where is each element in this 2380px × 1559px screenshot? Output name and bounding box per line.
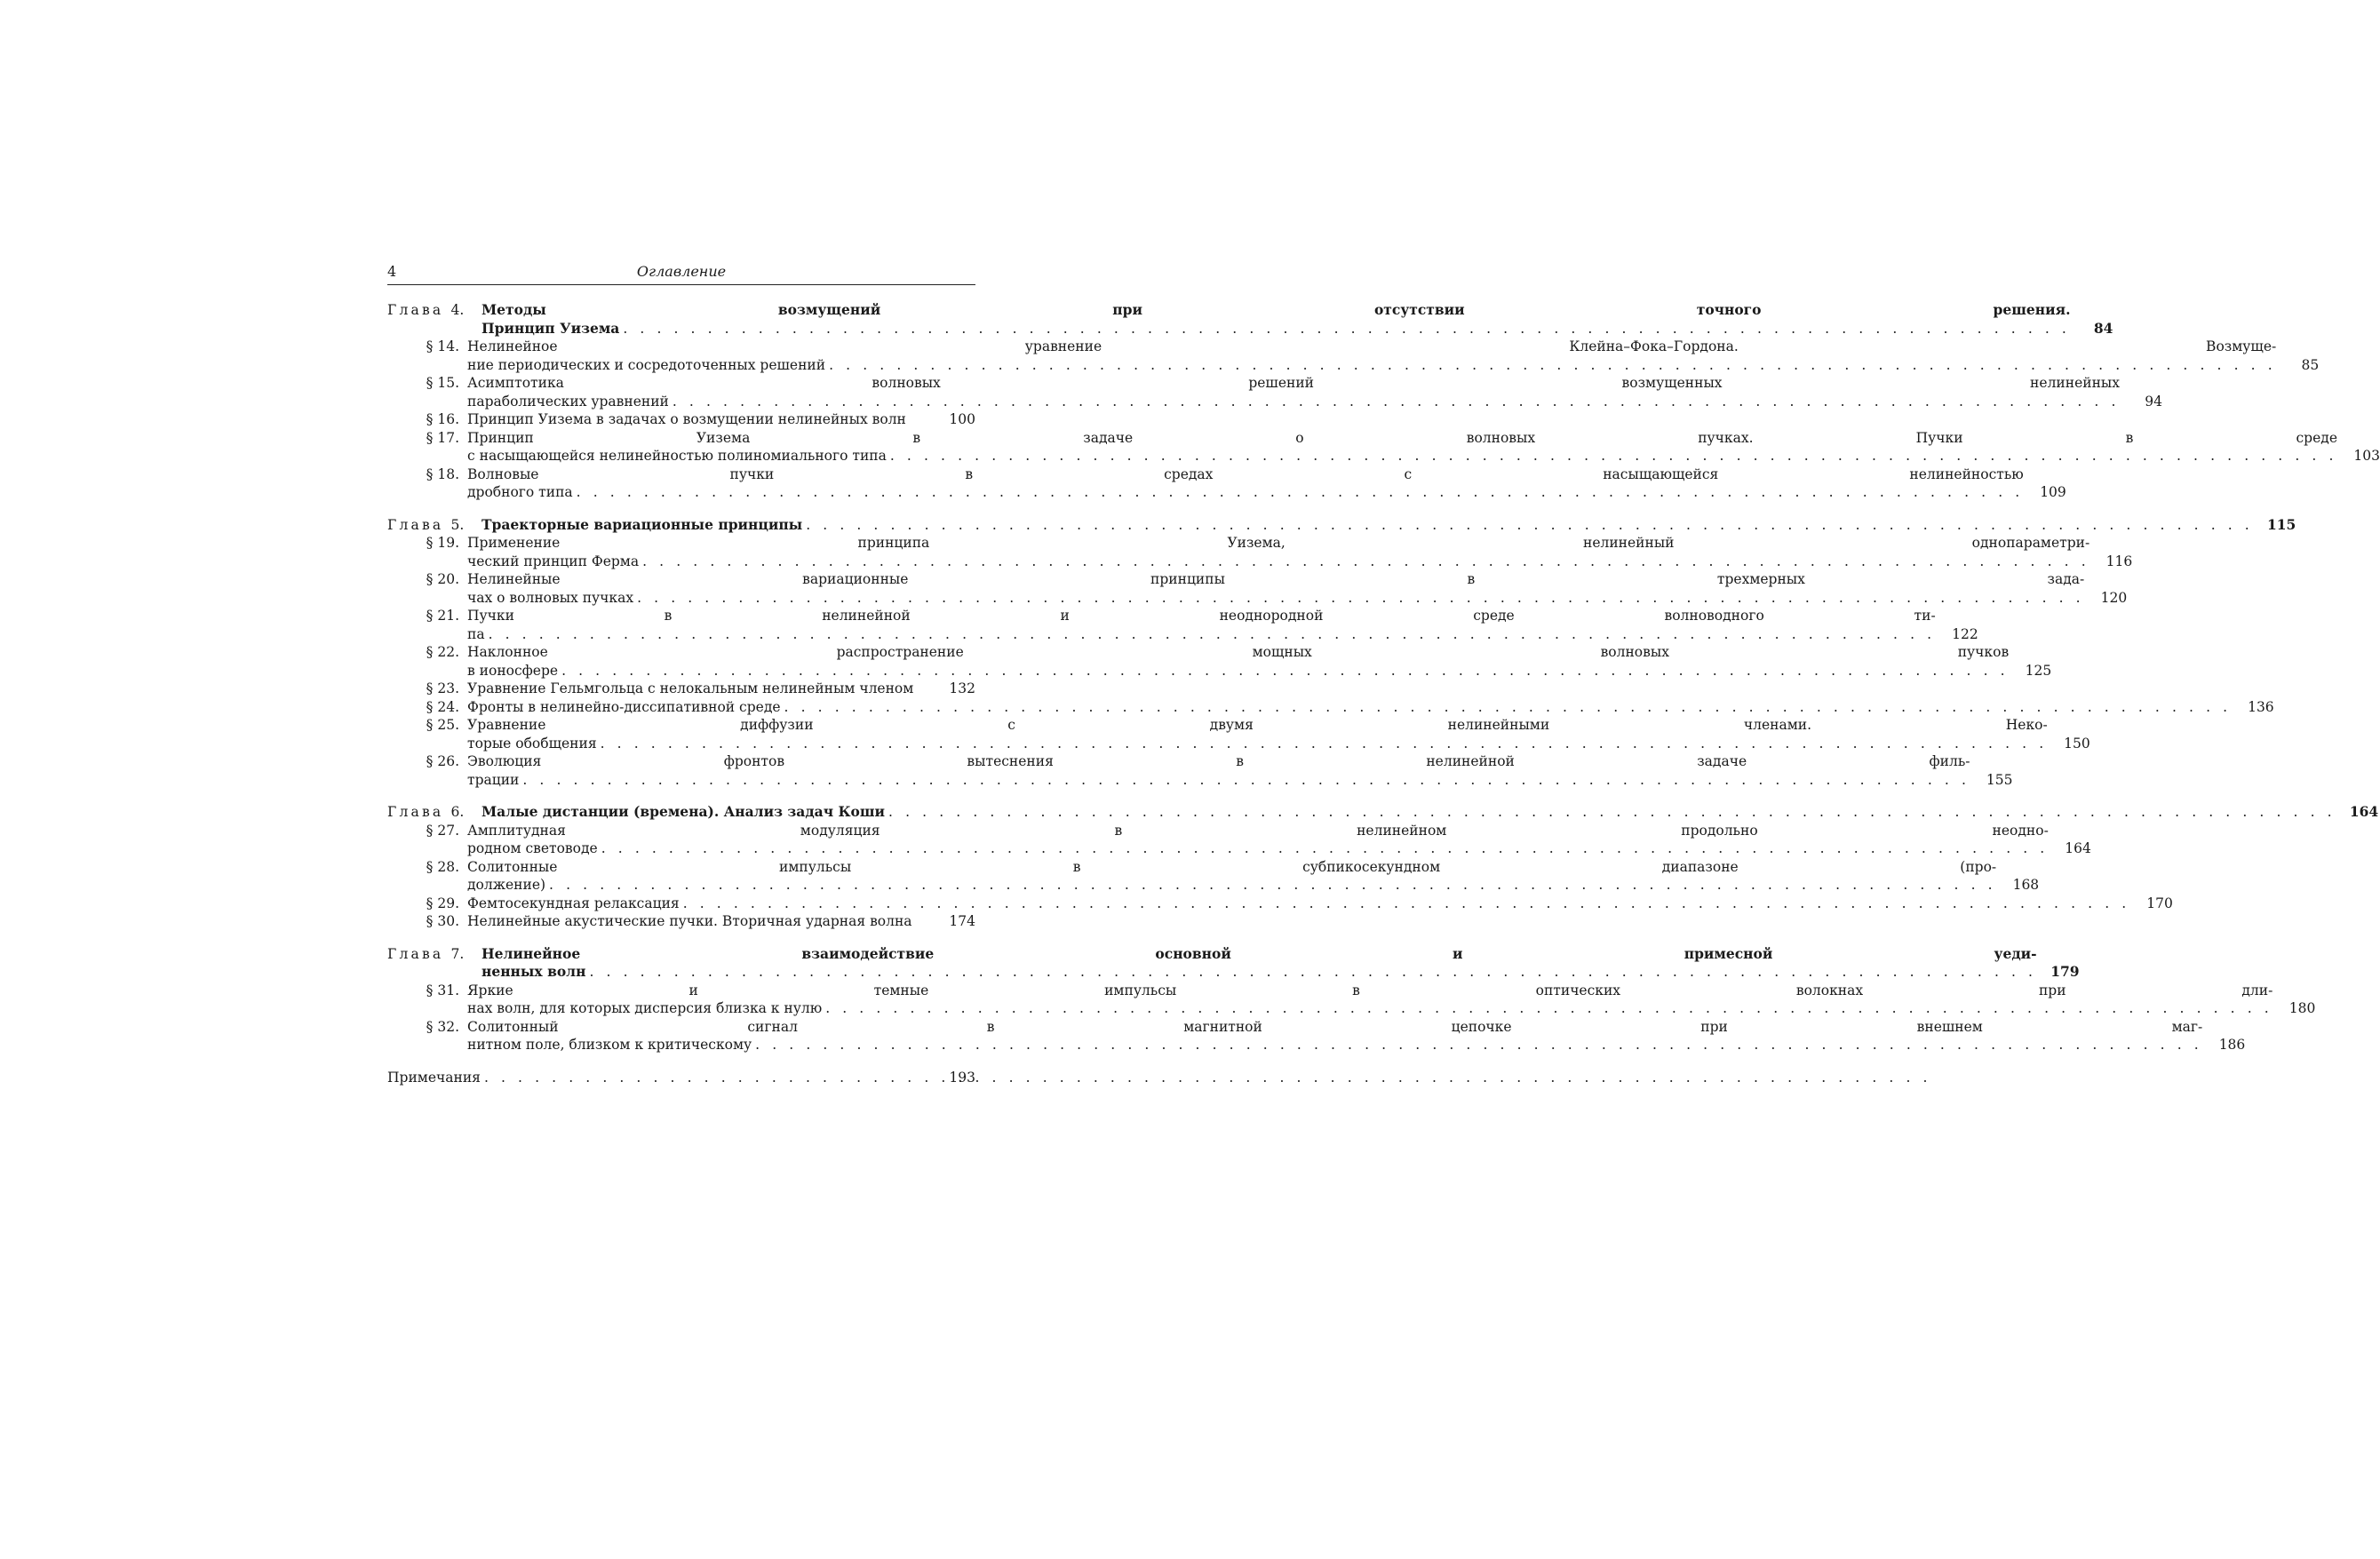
toc-page bbox=[387, 263, 2380, 1086]
entry-text: торые обобщения bbox=[467, 735, 597, 752]
entry-line bbox=[467, 465, 2066, 484]
entry-text: Траекторные вариационные принципы bbox=[482, 515, 803, 533]
entry-text: родном световоде bbox=[467, 840, 598, 856]
section-entry bbox=[387, 410, 975, 429]
leader-dots bbox=[484, 1069, 1931, 1087]
section-entry bbox=[387, 822, 2091, 858]
section-number: § 14. bbox=[426, 338, 459, 354]
chapter-entry bbox=[387, 515, 2296, 535]
page-ref: 186 bbox=[2218, 1037, 2246, 1053]
entry-last-line bbox=[467, 912, 975, 931]
page-ref: 125 bbox=[2025, 662, 2052, 679]
entry-line bbox=[482, 945, 2080, 964]
entry-last-line bbox=[467, 589, 2127, 608]
chapter-block bbox=[387, 301, 2380, 502]
section-number: § 23. bbox=[426, 680, 459, 696]
leader-dots bbox=[683, 895, 2130, 913]
notes-entry bbox=[387, 1069, 975, 1087]
page-number: 4 bbox=[387, 263, 397, 280]
section-entry bbox=[387, 895, 2173, 913]
section-number: § 32. bbox=[426, 1018, 459, 1035]
entry-text: Солитонный сигнал в магнитной цепочке при внешнем маг- bbox=[467, 1018, 2203, 1035]
entry-line bbox=[467, 643, 2051, 662]
entry-last-line bbox=[467, 483, 2066, 502]
chapter-label bbox=[387, 516, 482, 535]
section-number: § 28. bbox=[426, 858, 459, 875]
chapter-entry bbox=[387, 944, 2080, 982]
section-number: § 16. bbox=[426, 411, 459, 427]
chapter-word: Глава bbox=[387, 804, 444, 820]
chapter-label bbox=[387, 945, 482, 982]
leader-dots bbox=[601, 839, 2049, 858]
page-ref: 168 bbox=[2012, 877, 2040, 893]
section-entry bbox=[387, 716, 2090, 752]
section-entry bbox=[387, 429, 2380, 465]
page-ref: 122 bbox=[1952, 625, 1978, 642]
entry-last-line bbox=[467, 410, 975, 429]
chapter-block bbox=[387, 515, 2296, 790]
leader-dots bbox=[825, 999, 2273, 1018]
chapter-block bbox=[387, 803, 2379, 931]
section-number: § 27. bbox=[426, 822, 459, 839]
entry-last-line bbox=[467, 393, 2162, 411]
entry-last-line bbox=[467, 839, 2091, 858]
entry-text: чах о волновых пучках bbox=[467, 589, 634, 606]
chapter-number: 7. bbox=[450, 945, 465, 962]
leader-dots bbox=[673, 393, 2120, 411]
leader-dots bbox=[549, 876, 1996, 895]
entry-text: Методы возмущений при отсутствии точного решения. bbox=[482, 301, 2071, 318]
entry-last-line bbox=[467, 895, 2173, 913]
entry-text: Уравнение диффузии с двумя нелинейными членами. Неко- bbox=[467, 717, 2048, 733]
section-entry bbox=[387, 643, 2052, 680]
entry-last-line bbox=[467, 735, 2090, 753]
entry-text: Принцип Уизема в задачах о возмущении нелинейных волн bbox=[467, 411, 906, 427]
entry-last-line bbox=[482, 516, 2296, 535]
leader-dots bbox=[642, 553, 2089, 571]
entry-last-line bbox=[482, 803, 2378, 822]
page-ref: 174 bbox=[949, 913, 975, 929]
page-ref: 150 bbox=[2064, 735, 2090, 752]
section-entry bbox=[387, 982, 2316, 1018]
page-ref: 85 bbox=[2301, 356, 2320, 373]
leader-dots bbox=[489, 625, 1936, 644]
entry-last-line bbox=[467, 662, 2051, 680]
entry-text: Нелинейные акустические пучки. Вторичная ударная волна bbox=[467, 913, 912, 929]
leader-dots bbox=[888, 803, 2336, 822]
entry-text: Применение принципа Уизема, нелинейный однопараметри- bbox=[467, 535, 2090, 551]
entry-line bbox=[467, 1018, 2245, 1037]
section-entry bbox=[387, 465, 2066, 502]
entry-line bbox=[467, 716, 2090, 735]
leader-dots bbox=[829, 356, 2276, 375]
chapter-word: Глава bbox=[387, 516, 444, 533]
entry-text: Волновые пучки в средах с насыщающейся нелинейностью bbox=[467, 465, 2024, 482]
entry-line bbox=[467, 858, 2039, 877]
entry-last-line bbox=[482, 963, 2080, 982]
section-entry bbox=[387, 912, 975, 931]
chapter-word: Глава bbox=[387, 945, 444, 962]
entry-text: нитном поле, близком к критическому bbox=[467, 1037, 752, 1053]
section-number: § 24. bbox=[426, 698, 459, 715]
entry-text: Малые дистанции (времена). Анализ задач Коши bbox=[482, 803, 886, 820]
entry-text: па bbox=[467, 625, 485, 642]
leader-dots bbox=[755, 1036, 2202, 1054]
section-entry bbox=[387, 534, 2133, 570]
page-ref: 179 bbox=[2050, 963, 2080, 980]
chapter-number: 6. bbox=[450, 804, 465, 820]
entry-line bbox=[467, 822, 2091, 840]
entry-text: Пучки в нелинейной и неоднородной среде волноводного ти- bbox=[467, 608, 1936, 624]
chapter-entry bbox=[387, 301, 2113, 338]
section-entry bbox=[387, 1018, 2246, 1054]
entry-text: с насыщающейся нелинейностью полиномиального типа bbox=[467, 448, 887, 464]
page-ref: 193 bbox=[949, 1069, 975, 1086]
entry-last-line bbox=[467, 771, 2013, 790]
entry-last-line bbox=[467, 356, 2319, 375]
section-entry bbox=[387, 698, 2274, 717]
entry-text: ненных волн bbox=[482, 963, 586, 980]
page-ref: 136 bbox=[2248, 698, 2274, 715]
page-ref: 155 bbox=[1986, 771, 2013, 788]
entry-last-line bbox=[387, 1069, 975, 1087]
entry-last-line bbox=[467, 625, 1978, 644]
section-number: § 19. bbox=[426, 535, 459, 551]
entry-text: Нелинейные вариационные принципы в трехмерных зада- bbox=[467, 571, 2085, 587]
section-entry bbox=[387, 752, 2013, 789]
chapter-word: Глава bbox=[387, 302, 444, 318]
entry-text: Фронты в нелинейно-диссипативной среде bbox=[467, 698, 781, 715]
entry-last-line bbox=[467, 698, 2274, 717]
entry-text: параболических уравнений bbox=[467, 393, 669, 410]
section-entry bbox=[387, 374, 2162, 410]
chapter-label bbox=[387, 803, 482, 822]
section-number: § 20. bbox=[426, 571, 459, 587]
entry-line bbox=[467, 338, 2319, 356]
section-entry bbox=[387, 570, 2128, 607]
page-ref: 180 bbox=[2288, 1000, 2316, 1016]
entry-line bbox=[467, 982, 2315, 1000]
section-number: § 25. bbox=[426, 717, 459, 733]
page-ref: 115 bbox=[2266, 515, 2296, 533]
header-title: Оглавление bbox=[636, 263, 727, 280]
entry-line bbox=[467, 374, 2162, 393]
section-entry bbox=[387, 607, 1978, 643]
entry-text: Уравнение Гельмгольца с нелокальным нелинейным членом bbox=[467, 680, 914, 696]
entry-text: нах волн, для которых дисперсия близка к нулю bbox=[467, 1000, 823, 1016]
entry-last-line bbox=[467, 999, 2315, 1018]
entry-text: трации bbox=[467, 771, 520, 788]
table-of-contents bbox=[387, 301, 2380, 1086]
page-ref: 132 bbox=[949, 680, 975, 696]
section-entry bbox=[387, 338, 2320, 374]
section-entry bbox=[387, 858, 2040, 895]
leader-dots bbox=[784, 698, 2232, 717]
chapter-block bbox=[387, 944, 2316, 1054]
entry-text: дробного типа bbox=[467, 484, 573, 500]
leader-dots bbox=[601, 735, 2048, 753]
section-number: § 22. bbox=[426, 644, 459, 660]
entry-text: Примечания bbox=[387, 1069, 481, 1086]
page-ref: 164 bbox=[2065, 840, 2091, 856]
entry-line bbox=[467, 534, 2132, 553]
chapter-entry bbox=[387, 803, 2379, 822]
entry-last-line bbox=[482, 320, 2113, 338]
leader-dots bbox=[561, 662, 2009, 680]
leader-dots bbox=[637, 589, 2084, 608]
entry-text: ние периодических и сосредоточенных решений bbox=[467, 356, 826, 373]
entry-line bbox=[467, 429, 2380, 448]
page-ref: 100 bbox=[949, 411, 975, 427]
running-header bbox=[387, 263, 975, 285]
entry-text: Солитонные импульсы в субпикосекундном диапазоне (про- bbox=[467, 858, 1997, 875]
entry-line bbox=[467, 607, 1978, 625]
entry-last-line bbox=[467, 876, 2039, 895]
page-ref: 103 bbox=[2353, 448, 2380, 464]
entry-last-line bbox=[467, 1036, 2245, 1054]
page-ref: 116 bbox=[2105, 553, 2133, 569]
entry-last-line bbox=[467, 553, 2132, 571]
page-ref: 164 bbox=[2349, 803, 2379, 820]
page-ref: 94 bbox=[2145, 393, 2162, 410]
section-number: § 17. bbox=[426, 429, 459, 446]
entry-text: Амплитудная модуляция в нелинейном продольно неодно- bbox=[467, 822, 2049, 839]
section-number: § 15. bbox=[426, 375, 459, 391]
section-number: § 31. bbox=[426, 982, 459, 998]
entry-last-line bbox=[467, 680, 975, 698]
entry-last-line bbox=[467, 447, 2380, 465]
chapter-number: 5. bbox=[450, 516, 465, 533]
entry-text: в ионосфере bbox=[467, 662, 559, 679]
chapter-number: 4. bbox=[450, 302, 465, 318]
leader-dots bbox=[890, 447, 2337, 465]
entry-text: Принцип Уиземa bbox=[482, 319, 620, 337]
entry-text: Асимптотика волновых решений возмущенных нелинейных bbox=[467, 375, 2120, 391]
page-ref: 84 bbox=[2093, 319, 2113, 337]
entry-text: Эволюция фронтов вытеснения в нелинейной задаче филь- bbox=[467, 753, 1970, 769]
entry-text: Нелинейное взаимодействие основной и примесной уеди- bbox=[482, 944, 2037, 962]
leader-dots bbox=[577, 483, 2024, 502]
page-ref: 109 bbox=[2040, 484, 2066, 500]
entry-text: Яркие и темные импульсы в оптических волокнах при дли- bbox=[467, 982, 2273, 998]
entry-line bbox=[467, 570, 2127, 589]
entry-text: Принцип Уизема в задаче о волновых пучках. Пучки в среде bbox=[467, 429, 2337, 446]
section-number: § 30. bbox=[426, 913, 459, 929]
section-number: § 21. bbox=[426, 608, 459, 624]
section-number: § 18. bbox=[426, 465, 459, 482]
section-entry bbox=[387, 680, 975, 698]
leader-dots bbox=[623, 320, 2070, 338]
entry-text: Нелинейное уравнение Клейна–Фока–Гордона. Возмуще- bbox=[467, 338, 2277, 354]
chapter-label bbox=[387, 301, 482, 338]
entry-text: должение) bbox=[467, 877, 546, 893]
entry-line bbox=[482, 301, 2113, 320]
section-number: § 29. bbox=[426, 895, 459, 911]
section-number: § 26. bbox=[426, 753, 459, 769]
entry-line bbox=[467, 752, 2013, 771]
page-ref: 170 bbox=[2146, 895, 2173, 911]
leader-dots bbox=[589, 963, 2036, 982]
leader-dots bbox=[806, 516, 2253, 535]
page-ref: 120 bbox=[2100, 589, 2128, 606]
leader-dots bbox=[522, 771, 1970, 790]
entry-text: Фемтосекундная релаксация bbox=[467, 895, 680, 911]
entry-text: Наклонное распространение мощных волновых пучков bbox=[467, 644, 2010, 660]
entry-text: ческий принцип Ферма bbox=[467, 553, 640, 569]
